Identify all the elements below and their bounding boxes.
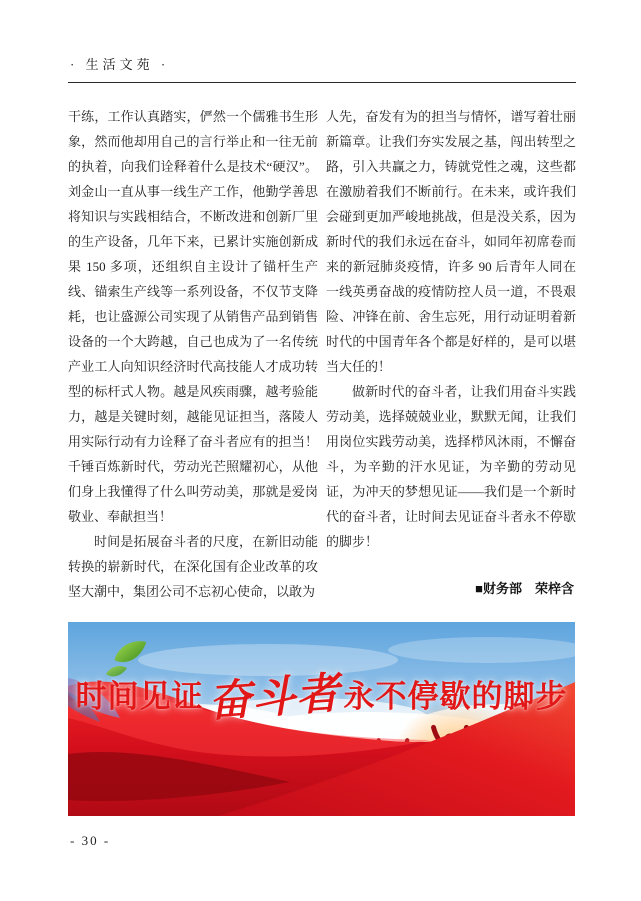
section-header: · 生活文苑 ·: [70, 57, 170, 72]
banner-title: [68, 664, 575, 725]
article-body: [68, 104, 576, 604]
author-signature: ■财务部 荣梓含: [475, 581, 574, 596]
text-column-left: [68, 104, 318, 604]
paragraph-continuation: 干练，工作认真踏实，俨然一个儒雅书生形象，然而他却用自己的言行举止和一往无前的执着，向我们诠释着什么是技术“硬汉”。刘金山一直从事一线生产工作，他勤学善思将知识与实践相结合，不断改进和创新厂里的生产设备，几年下来，已累计实施创新成果 150 多项，还组织自主设计了锚杆生产线、锚索生产线等一系列设备，不仅节支降耗，也让盛源公司实现了从销售产品到销售设备的一个大跨越，自己也成为了一名传统产业工人向知识经济时代高技能人才成功转型的标杆式人物。越是风疾雨骤，越考验能力，越是关键时刻，越能见证担当，落陵人用实际行动有力诠释了奋斗者应有的担当！千锤百炼新时代，劳动光芒照耀初心，从他们身上我懂得了什么叫劳动美，那就是爱岗敬业、奉献担当！: [68, 109, 318, 524]
paragraph: 做新时代的奋斗者，让我们用奋斗实践劳动美，选择兢兢业业，默默无闻，让我们用岗位实践劳动美，选择栉风沐雨，不懈奋斗，为辛勤的汗水见证，为辛勤的劳动见证，为冲天的梦想见证——我们是一个新时代的奋斗者，让时间去见证奋斗者永不停歇的脚步！: [326, 384, 576, 549]
header-rule: [68, 82, 576, 83]
banner-title-part3: 永不停歇的脚步: [343, 679, 568, 714]
paragraph: 时间是拓展奋斗者的尺度，在新旧动能转换的崭新时代，在深化国有企业改革的攻坚大潮中，集团公司不忘初心使命，以敢为: [68, 534, 318, 599]
banner-image: [68, 622, 575, 816]
banner-title-calligraphy: 奋斗者: [206, 670, 342, 727]
banner-title-part1: 时间见证: [75, 679, 204, 714]
page-number: - 30 -: [70, 833, 111, 848]
paragraph-continuation: 人先，奋发有为的担当与情怀，谱写着壮丽新篇章。让我们夯实发展之基，闯出转型之路，引入共赢之力，铸就党性之魂，这些都在激励着我们不断前行。在未来，或许我们会碰到更加严峻地挑战，但是没关系，因为新时代的我们永远在奋斗，如同年初席卷而来的新冠肺炎疫情，许多 90 后青年人同在一线英勇奋战的疫情防控人员一道，不畏艰险、冲锋在前、舍生忘死，用行动证明着新时代的中国青年各个都是好样的，是可以堪当大任的！: [326, 109, 576, 374]
text-column-right: [326, 104, 576, 604]
